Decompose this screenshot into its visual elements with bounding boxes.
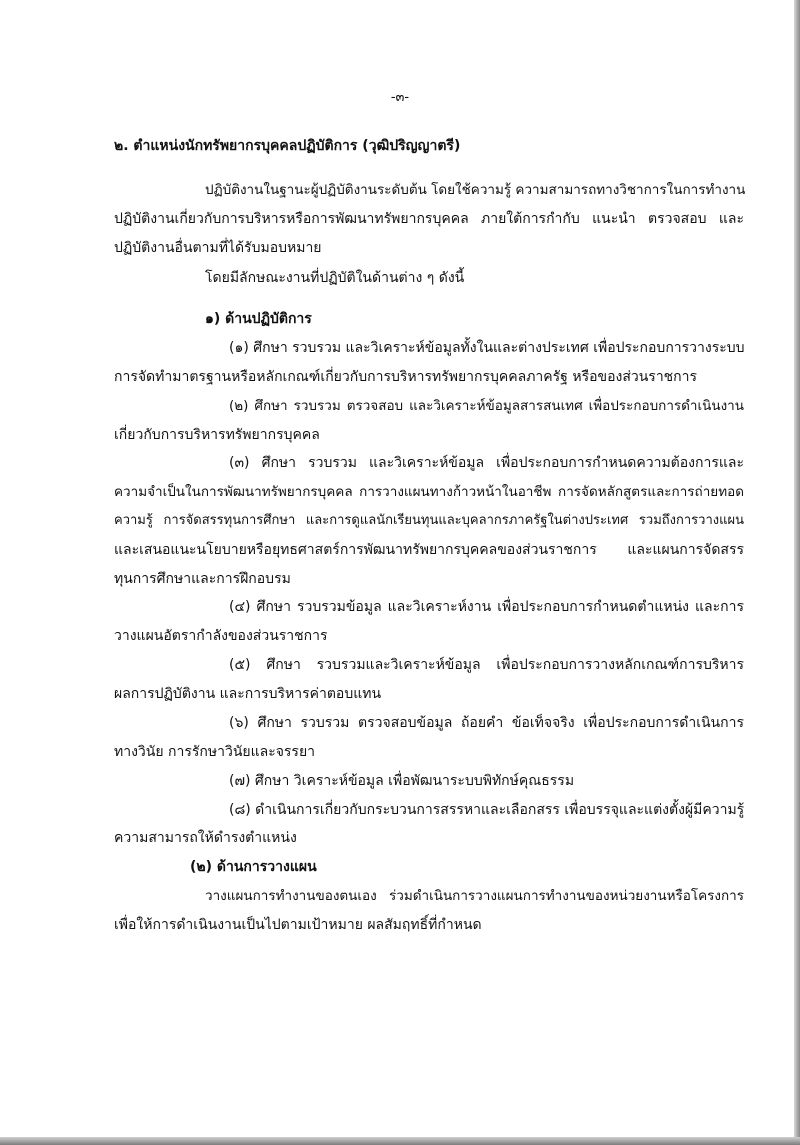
item-3-line-2: ความจำเป็นในการพัฒนาทรัพยากรบุคคล การวางแผนทางก้าวหน้าในอาชีพ การจัดหลักสูตรและการถ่ายทอด [114, 484, 744, 500]
section2-line-2: เพื่อให้การดำเนินงานเป็นไปตามเป้าหมาย ผลสัมฤทธิ์ที่กำหนด [114, 917, 482, 933]
intro-line-3: ปฏิบัติงานอื่นตามที่ได้รับมอบหมาย [114, 240, 322, 256]
item-3-line-4: และเสนอแนะนโยบายหรือยุทธศาสตร์การพัฒนาทรัพยากรบุคคลของส่วนราชการ และแผนการจัดสรร [114, 542, 744, 558]
section-heading: ๒. ตำแหน่งนักทรัพยากรบุคคลปฏิบัติการ (วุฒิปริญญาตรี) [114, 138, 461, 154]
scan-edge-bottom [0, 1137, 800, 1145]
item-6-line-1: (๖) ศึกษา รวบรวม ตรวจสอบข้อมูล ถ้อยคำ ข้อเท็จจริง เพื่อประกอบการดำเนินการ [229, 715, 744, 731]
intro-line-2: ปฏิบัติงานเกี่ยวกับการบริหารหรือการพัฒนาทรัพยากรบุคคล ภายใต้การกำกับ แนะนำ ตรวจสอบ และ [114, 211, 744, 227]
item-7-line-1: (๗) ศึกษา วิเคราะห์ข้อมูล เพื่อพัฒนาระบบพิทักษ์คุณธรรม [229, 773, 575, 789]
item-1-line-1: (๑) ศึกษา รวบรวม และวิเคราะห์ข้อมูลทั้งในและต่างประเทศ เพื่อประกอบการวางระบบ [229, 340, 745, 356]
scan-edge-right [794, 0, 800, 1145]
item-8-line-1: (๘) ดำเนินการเกี่ยวกับกระบวนการสรรหาและเลือกสรร เพื่อบรรจุและแต่งตั้งผู้มีความรู้ [229, 802, 745, 818]
item-2-line-2: เกี่ยวกับการบริหารทรัพยากรบุคคล [114, 427, 320, 443]
section2-line-1: วางแผนการทำงานของตนเอง ร่วมดำเนินการวางแผนการทำงานของหน่วยงานหรือโครงการ [205, 888, 744, 904]
item-3-line-5: ทุนการศึกษาและการฝึกอบรม [114, 571, 291, 587]
item-5-line-1: (๕) ศึกษา รวบรวมและวิเคราะห์ข้อมูล เพื่อประกอบการวางหลักเกณฑ์การบริหาร [229, 657, 744, 673]
item-2-line-1: (๒) ศึกษา รวบรวม ตรวจสอบ และวิเคราะห์ข้อมูลสารสนเทศ เพื่อประกอบการดำเนินงาน [229, 398, 744, 414]
item-4-line-2: วางแผนอัตรากำลังของส่วนราชการ [114, 628, 328, 644]
item-6-line-2: ทางวินัย การรักษาวินัยและจรรยา [114, 744, 316, 760]
section1-title: ๑) ด้านปฏิบัติการ [205, 311, 312, 327]
page-number: -๓- [390, 90, 410, 105]
item-1-line-2: การจัดทำมาตรฐานหรือหลักเกณฑ์เกี่ยวกับการบริหารทรัพยากรบุคคลภาครัฐ หรือของส่วนราชการ [114, 369, 698, 385]
item-3-line-1: (๓) ศึกษา รวบรวม และวิเคราะห์ข้อมูล เพื่อประกอบการกำหนดความต้องการและ [229, 455, 744, 471]
lead-text: โดยมีลักษณะงานที่ปฏิบัติในด้านต่าง ๆ ดังนี้ [205, 270, 465, 286]
item-5-line-2: ผลการปฏิบัติงาน และการบริหารค่าตอบแทน [114, 686, 382, 702]
item-4-line-1: (๔) ศึกษา รวบรวมข้อมูล และวิเคราะห์งาน เพื่อประกอบการกำหนดตำแหน่ง และการ [229, 599, 744, 615]
item-8-line-2: ความสามารถให้ดำรงตำแหน่ง [114, 830, 297, 846]
intro-line-1: ปฏิบัติงานในฐานะผู้ปฏิบัติงานระดับต้น โดยใช้ความรู้ ความสามารถทางวิชาการในการทำงาน [205, 182, 746, 198]
item-3-line-3: ความรู้ การจัดสรรทุนการศึกษา และการดูแลนักเรียนทุนและบุคลากรภาครัฐในต่างประเทศ รวมถึงการวางแผน [114, 513, 744, 528]
section2-title: (๒) ด้านการวางแผน [190, 859, 317, 875]
